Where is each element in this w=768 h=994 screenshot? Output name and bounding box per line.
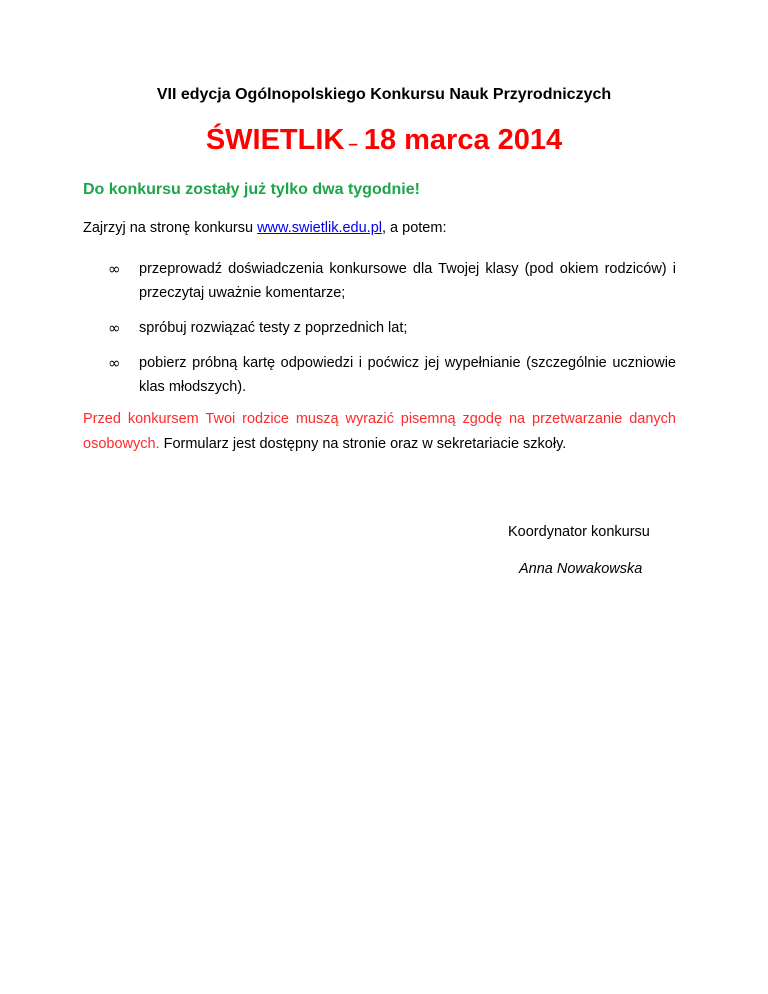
intro-before: Zajrzyj na stronę konkursu	[83, 220, 258, 236]
list-item	[108, 257, 676, 305]
intro-after: , a potem:	[382, 220, 447, 236]
list-item-text: pobierz próbną kartę odpowiedzi i poćwicz jej wypełnianie (szczególnie uczniowie klas młodszych).	[139, 355, 676, 395]
contest-subtitle: VII edycja Ogólnopolskiego Konkursu Nauk Przyrodniczych	[156, 86, 612, 103]
coordinator-role: Koordynator konkursu	[508, 524, 650, 540]
task-list	[108, 257, 676, 410]
list-item	[108, 316, 676, 340]
infinity-bullet-icon: ∞	[108, 319, 121, 337]
intro-paragraph	[83, 220, 446, 236]
title-name: ŚWIETLIK	[205, 124, 345, 156]
headline: Do konkursu zostały już tylko dwa tygodnie!	[83, 181, 420, 198]
consent-notice	[83, 407, 676, 457]
infinity-bullet-icon: ∞	[108, 354, 121, 372]
consent-notice-red: Przed konkursem Twoi rodzice muszą wyrazić pisemną zgodę na przetwarzanie danych osobowych.	[83, 411, 676, 452]
consent-notice-black: Formularz jest dostępny na stronie oraz w sekretariacie szkoły.	[159, 436, 567, 452]
title-dash: –	[348, 134, 358, 153]
list-item-text: przeprowadź doświadczenia konkursowe dla Twojej klasy (pod okiem rodziców) i przeczytaj uważnie komentarze;	[139, 261, 676, 301]
contest-title	[0, 124, 768, 157]
list-item-text: spróbuj rozwiązać testy z poprzednich lat;	[139, 320, 408, 336]
infinity-bullet-icon: ∞	[108, 260, 121, 278]
coordinator-name: Anna Nowakowska	[519, 561, 643, 577]
title-date: 18 marca 2014	[363, 124, 563, 156]
contest-website-link[interactable]: www.swietlik.edu.pl	[257, 220, 382, 236]
list-item	[108, 351, 676, 399]
